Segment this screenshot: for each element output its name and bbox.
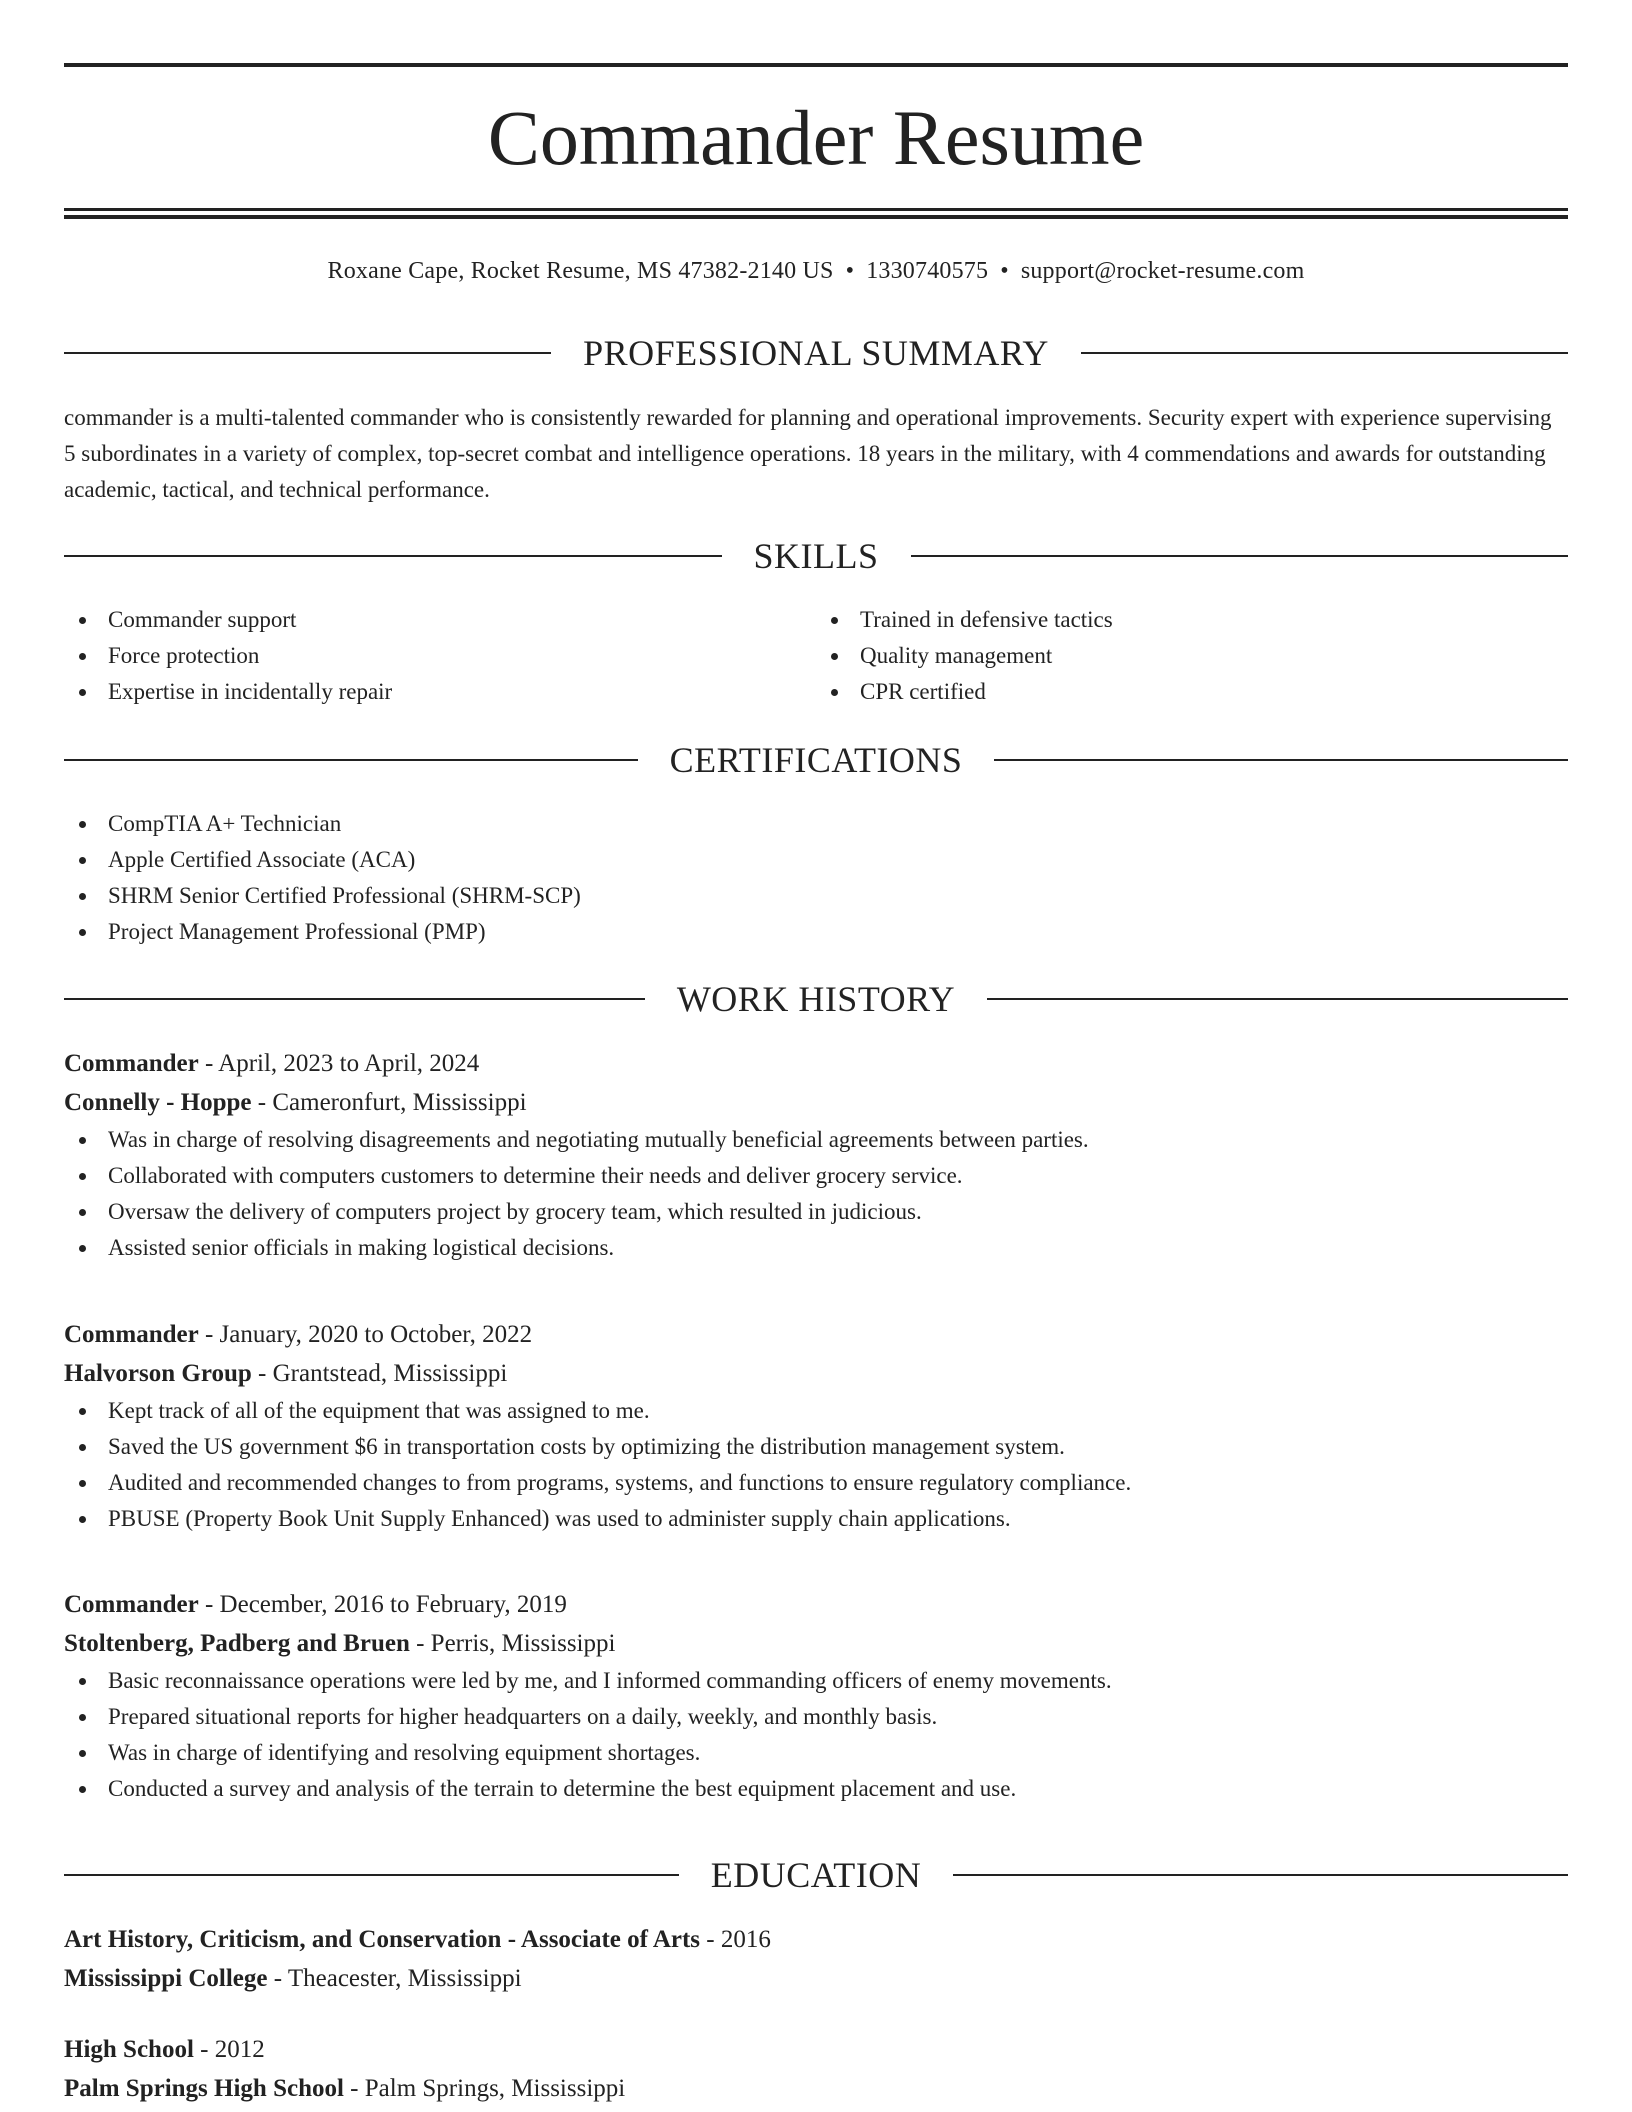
contact-separator: • [845,258,855,284]
job-company-line [64,1624,1568,1663]
job-title-line [64,1585,1568,1624]
job-location: - Grantstead, Mississippi [251,1360,508,1387]
job-bullet: PBUSE (Property Book Unit Supply Enhanced) was used to administer supply chain applications. [64,1501,1568,1537]
job-bullet: Saved the US government $6 in transportation costs by optimizing the distribution management system. [64,1429,1568,1465]
divider-line [64,998,645,1000]
education-school: Palm Springs High School [64,2075,344,2102]
education-degree-line [64,2030,1568,2069]
job-company: Halvorson Group [64,1360,252,1387]
contact-phone: 1330740575 [866,258,989,284]
skills-heading [64,534,1568,578]
education-location: - Palm Springs, Mississippi [343,2075,626,2102]
double-rule [64,208,1568,219]
education-heading [64,1853,1568,1897]
education-school: Mississippi College [64,1965,268,1992]
section-title: SKILLS [753,536,879,576]
divider-line [64,1874,679,1876]
job-bullet: Audited and recommended changes to from programs, systems, and functions to ensure regulatory compliance. [64,1465,1568,1501]
certifications-list [64,806,1568,950]
skills-list [64,602,1568,710]
job-dates: - January, 2020 to October, 2022 [198,1321,533,1348]
certifications-heading [64,738,1568,782]
certification-item: Project Management Professional (PMP) [64,914,1568,950]
certification-item: Apple Certified Associate (ACA) [64,842,1568,878]
section-title: CERTIFICATIONS [669,740,963,780]
skills-column-left [64,602,816,710]
job-entry [64,1044,1568,1266]
skill-item: Force protection [64,638,816,674]
job-location: - Cameronfurt, Mississippi [251,1089,527,1116]
work-heading [64,977,1568,1021]
education-entry [64,1920,1568,1998]
job-title: Commander [64,1591,199,1618]
certification-item: SHRM Senior Certified Professional (SHRM-SCP) [64,878,1568,914]
section-title: PROFESSIONAL SUMMARY [583,333,1049,373]
contact-separator: • [1000,258,1009,284]
education-year: - 2016 [700,1926,771,1953]
contact-address: Roxane Cape, Rocket Resume, MS 47382-2140 US [327,258,834,284]
job-bullet: Kept track of all of the equipment that was assigned to me. [64,1393,1568,1429]
job-location: - Perris, Mississippi [409,1630,616,1657]
education-school-line [64,1959,1568,1998]
skill-item: Commander support [64,602,816,638]
job-title-line [64,1315,1568,1354]
job-bullet: Collaborated with computers customers to determine their needs and deliver grocery service. [64,1158,1568,1194]
divider-line [987,998,1568,1000]
resume-title: Commander Resume [487,94,1145,181]
education-year: - 2012 [193,2036,265,2063]
skill-item: Expertise in incidentally repair [64,674,816,710]
job-dates: - April, 2023 to April, 2024 [198,1050,480,1077]
contact-line [64,254,1568,288]
contact-email: support@rocket-resume.com [1020,258,1305,284]
job-company: Connelly - Hoppe [64,1089,252,1116]
education-location: - Theacester, Mississippi [267,1965,522,1992]
section-title: WORK HISTORY [676,979,956,1019]
job-bullet: Was in charge of resolving disagreements and negotiating mutually beneficial agreements between parties. [64,1122,1568,1158]
job-bullet: Oversaw the delivery of computers project by grocery team, which resulted in judicious. [64,1194,1568,1230]
job-title: Commander [64,1050,199,1077]
job-bullet: Basic reconnaissance operations were led by me, and I informed commanding officers of enemy movements. [64,1663,1568,1699]
section-title: EDUCATION [710,1855,922,1895]
summary-heading [64,331,1568,375]
education-degree: Art History, Criticism, and Conservation - Associate of Arts [64,1926,701,1953]
divider-line [64,352,551,354]
job-bullet: Prepared situational reports for higher headquarters on a daily, weekly, and monthly basis. [64,1699,1568,1735]
job-bullet: Conducted a survey and analysis of the terrain to determine the best equipment placement and use. [64,1771,1568,1807]
job-dates: - December, 2016 to February, 2019 [198,1591,567,1618]
divider-line [911,555,1569,557]
job-company: Stoltenberg, Padberg and Bruen [64,1630,410,1657]
education-degree-line [64,1920,1568,1959]
divider-line [64,555,722,557]
skill-item: CPR certified [816,674,1568,710]
divider-line [1081,352,1568,354]
job-entry [64,1315,1568,1537]
job-bullet: Assisted senior officials in making logistical decisions. [64,1230,1568,1266]
summary-text: commander is a multi-talented commander who is consistently rewarded for planning and operational improvements. Security expert with experience supervising 5 subordinates in a variety of complex, top-secret combat and intelligence operations. 18 years in the military, with 4 commendations and awards for outstanding academic, tactical, and technical performance. [64,405,1552,502]
job-bullet: Was in charge of identifying and resolving equipment shortages. [64,1735,1568,1771]
education-school-line [64,2069,1568,2108]
skill-item: Trained in defensive tactics [816,602,1568,638]
job-company-line [64,1354,1568,1393]
job-entry [64,1585,1568,1807]
skills-column-right [816,602,1568,710]
job-title: Commander [64,1321,199,1348]
skill-item: Quality management [816,638,1568,674]
job-title-line [64,1044,1568,1083]
divider-line [994,759,1568,761]
job-company-line [64,1083,1568,1122]
education-degree: High School [64,2036,194,2063]
divider-line [953,1874,1568,1876]
divider-line [64,759,638,761]
certification-item: CompTIA A+ Technician [64,806,1568,842]
top-rule [64,63,1568,67]
education-entry [64,2030,1568,2108]
